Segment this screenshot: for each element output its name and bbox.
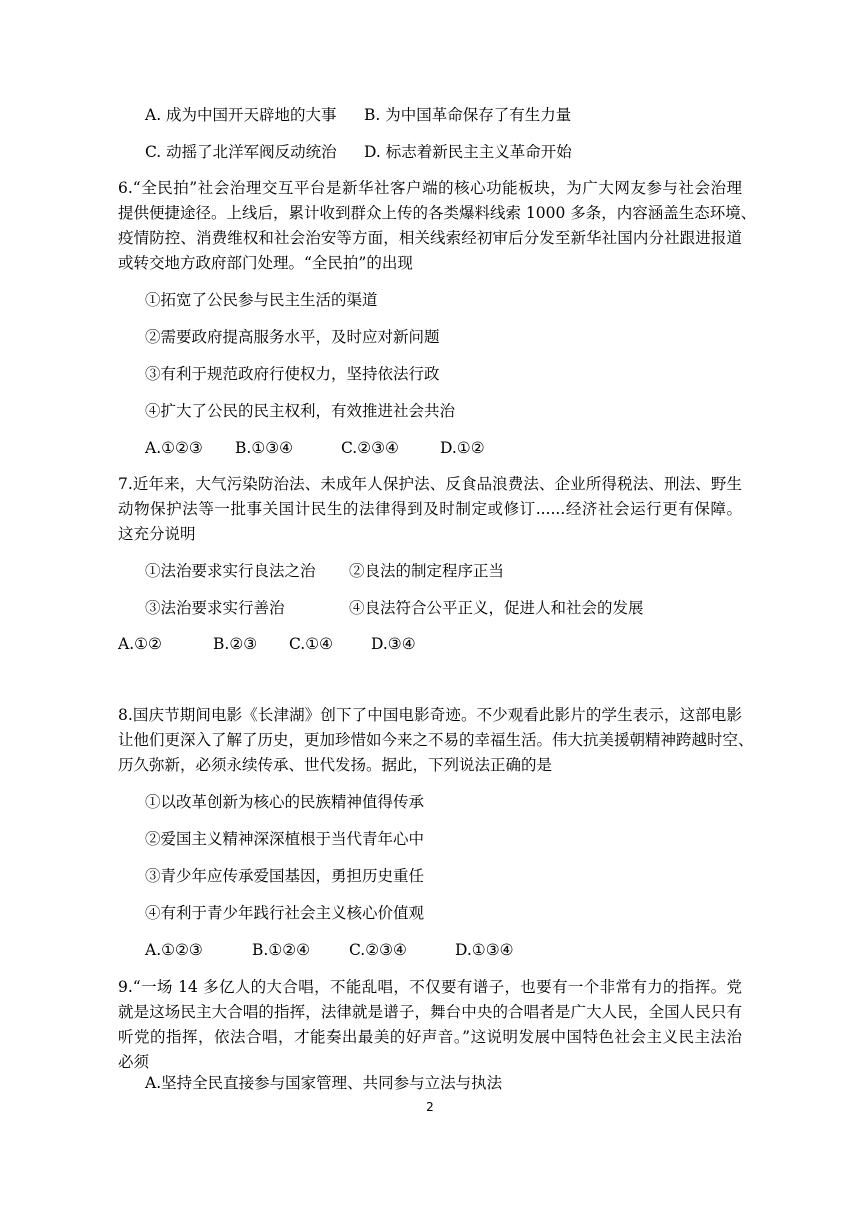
q6-stem-line: 或转交地方政府部门处理。“全民拍”的出现: [118, 254, 413, 272]
q7-statement-2: ②良法的制定程序正当: [349, 562, 505, 580]
q9-choice-a: A.坚持全民直接参与国家管理、共同参与立法与执法: [145, 1074, 503, 1092]
q6-statement-3: ③有利于规范政府行使权力，坚持依法行政: [145, 365, 440, 383]
option-d: D. 标志着新民主主义革命开始: [364, 143, 572, 161]
q7-statement-4: ④良法符合公平正义，促进人和社会的发展: [349, 599, 644, 617]
q8-choice-d: D.①③④: [455, 941, 514, 959]
q7-choice-b: B.②③: [213, 635, 258, 653]
q6-choice-d: D.①②: [440, 439, 485, 457]
q8-statement-4: ④有利于青少年践行社会主义核心价值观: [145, 904, 425, 922]
q9-stem-line: 9.“一场 14 多亿人的大合唱，不能乱唱，不仅要有谱子，也要有一个非常有力的指挥。党: [118, 978, 742, 996]
q7-statement-1: ①法治要求实行良法之治: [145, 562, 316, 580]
q8-stem-line: 让他们更深入了解了历史，更加珍惜如今来之不易的幸福生活。伟大抗美援朝精神跨越时空、: [118, 731, 754, 749]
q8-statement-3: ③青少年应传承爱国基因，勇担历史重任: [145, 867, 425, 885]
q9-stem-line: 听党的指挥，依法合唱，才能奏出最美的好声音。”这说明发展中国特色社会主义民主法治: [118, 1028, 742, 1046]
q7-choice-d: D.③④: [371, 635, 416, 653]
q8-statement-2: ②爱国主义精神深深植根于当代青年心中: [145, 830, 425, 848]
q8-statement-1: ①以改革创新为核心的民族精神值得传承: [145, 793, 425, 811]
q8-stem-line: 8.国庆节期间电影《长津湖》创下了中国电影奇迹。不少观看此影片的学生表示，这部电影: [118, 706, 742, 724]
q6-stem-line: 提供便捷途径。上线后，累计收到群众上传的各类爆料线索 1000 多条，内容涵盖生态环境、: [118, 204, 757, 222]
option-c: C. 动摇了北洋军阀反动统治: [145, 143, 337, 161]
q7-statement-3: ③法治要求实行善治: [145, 599, 285, 617]
q7-choice-a: A.①②: [118, 635, 162, 653]
q8-stem-line: 历久弥新，必须永续传承、世代发扬。据此，下列说法正确的是: [118, 756, 553, 774]
option-a: A. 成为中国开天辟地的大事: [145, 106, 337, 124]
q6-choice-b: B.①③④: [235, 439, 294, 457]
q6-statement-2: ②需要政府提高服务水平，及时应对新问题: [145, 328, 440, 346]
q7-choice-c: C.①④: [289, 635, 334, 653]
q9-stem-line: 就是这场民主大合唱的指挥，法律就是谱子，舞台中央的合唱者是广大人民，全国人民只有: [118, 1003, 742, 1021]
q6-stem-line: 6.“全民拍”社会治理交互平台是新华社客户端的核心功能板块，为广大网友参与社会治理: [118, 179, 742, 197]
q6-choice-a: A.①②③: [145, 439, 203, 457]
q9-stem-line: 必须: [118, 1053, 150, 1071]
q6-stem-line: 疫情防控、消费维权和社会治安等方面，相关线索经初审后分发至新华社国内分社跟进报道: [118, 229, 742, 247]
q7-stem-line: 7.近年来，大气污染防治法、未成年人保护法、反食品浪费法、企业所得税法、刑法、野生: [118, 475, 742, 493]
option-b: B. 为中国革命保存了有生力量: [364, 106, 572, 124]
q8-choice-b: B.①②④: [252, 941, 311, 959]
page-number: 2: [426, 1100, 434, 1114]
q8-choice-a: A.①②③: [145, 941, 203, 959]
q8-choice-c: C.②③④: [349, 941, 407, 959]
q6-choice-c: C.②③④: [341, 439, 399, 457]
q6-statement-4: ④扩大了公民的民主权利，有效推进社会共治: [145, 402, 456, 420]
q7-stem-line: 动物保护法等一批事关国计民生的法律得到及时制定或修订......经济社会运行更有保障。: [118, 500, 742, 518]
q6-statement-1: ①拓宽了公民参与民主生活的渠道: [145, 291, 378, 309]
q7-stem-line: 这充分说明: [118, 525, 196, 543]
